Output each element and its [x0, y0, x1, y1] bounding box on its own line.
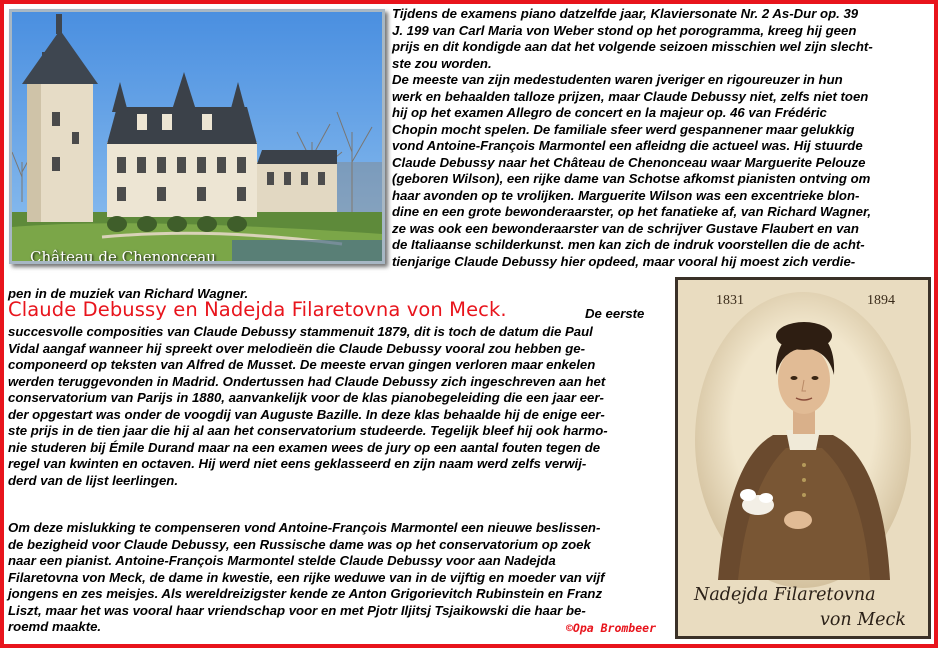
text-line: ste zou worden.	[392, 55, 492, 71]
chateau-photo	[9, 9, 385, 264]
text-line: werk en behaalden talloze prijzen, maar Claude Debussy niet, zelfs niet toen	[392, 88, 869, 104]
text-line: dine en een grote bewonderaarster, op het fanatieke af, van Richard Wagner,	[392, 204, 872, 219]
portrait-year-born: 1831	[716, 293, 744, 308]
text-line: vond Antoine-François Marmontel een afleidng die actueel was. Hij stuurde	[392, 138, 863, 153]
portrait-name-line1: Nadejda Filaretovna	[694, 585, 876, 605]
text-line: Liszt, maar het was vooral haar vriendschap voor en met Pjotr Iljitsj Tsjaikowski die haar be-	[8, 602, 586, 618]
text-line: (geboren Wilson), een rijke dame van Schotse afkomst pianisten ontving om	[392, 171, 871, 186]
text-line: J. 199 van Carl Maria von Weber stond op het porogramma, kreeg hij geen	[392, 22, 857, 38]
text-line: de Italiaanse schilderkunst. men kan zich de indruk voorstellen die de acht-	[392, 237, 865, 252]
text-line: ste prijs in de tien jaar die hij al aan het conservatorium studeerde. Tegelijk bleef hij ook harmo-	[8, 423, 608, 438]
paragraph-1	[392, 6, 873, 270]
text-line: nie studeren bij Émile Durand maar na een examen wees de jury op een aantal fouten tegen de	[8, 439, 601, 455]
text-line: Tijdens de examens piano datzelfde jaar, Klaviersonate Nr. 2 As-Dur op. 39	[392, 6, 859, 21]
text-line: haar avonden op te vrolijken. Marguerite Wilson was een excentrieke blon-	[392, 187, 860, 203]
text-line: ze was ook een bewonderaarster van de schrijver Gustave Flaubert en van	[392, 220, 859, 236]
text-line: conservatorium van Parijs in 1880, aanvankelijk voor de klas pianobegeleiding die een jaar eer-	[8, 390, 604, 405]
portrait-name-line2: von Meck	[820, 610, 906, 630]
text-line: De meeste van zijn medestudenten waren jveriger en rigoureuzer in hun	[392, 72, 843, 87]
text-line: werden teruggevonden in Madrid. Ondertussen had Claude Debussy zich ingeschreven aan het	[8, 373, 606, 389]
text-line: componeerd op teksten van Alfred de Musset. De meeste ervan gingen verloren maar enkelen	[8, 357, 596, 372]
text-line: Vidal aangaf wanneer hij spreekt over melodieën die Claude Debussy vooral zou hebben ge-	[8, 340, 585, 356]
paragraph-1-tail: pen in de muziek van Richard Wagner.	[8, 286, 249, 301]
paragraph-2	[8, 305, 608, 489]
text-line: derd van de lijst leerlingen.	[8, 472, 179, 488]
section-title: Claude Debussy en Nadejda Filaretovna von Meck.	[8, 298, 507, 321]
portrait-year-died: 1894	[867, 293, 895, 308]
text-line: succesvolle composities van Claude Debussy stammenuit 1879, dit is toch de datum die Paul	[8, 324, 593, 339]
copyright-notice: ©Opa Brombeer	[566, 621, 657, 635]
text-line: Filaretovna von Meck, de dame in kwestie, een rijke weduwe van in de vijftig en moeder van vijf	[8, 569, 605, 585]
text-line: tienjarige Claude Debussy hier opdeed, maar vooral hij moest zich verdie-	[392, 253, 856, 269]
chateau-caption: Château de Chenonceau	[30, 248, 216, 264]
text-line: prijs en dit kondigde aan dat het volgende seizoen misschien wel zijn slecht-	[392, 39, 873, 54]
text-line: Chopin mocht spelen. De familiale sfeer werd gespannener maar gelukkig	[392, 121, 855, 137]
text-line: hij op het examen Allegro de concert en la majeur op. 46 van Frédéric	[392, 105, 827, 120]
text-line: jongens en zes meisjes. Als wereldreizigster kende ze Anton Grigorievitch Rubinstein en Franz	[8, 586, 603, 601]
text-line: regel van kwinten en octaven. Hij werd niet eens geklasseerd en zijn naam werd zelfs verwij-	[8, 456, 587, 471]
paragraph-2-lead: De eerste	[585, 306, 645, 321]
text-line: roemd maakte.	[8, 619, 102, 634]
text-line: Om deze mislukking te compenseren vond Antoine-François Marmontel een nieuwe beslissen-	[8, 520, 601, 535]
text-line: de bezigheid voor Claude Debussy, een Russische dame was op het conservatorium op zoek	[8, 536, 591, 552]
text-line: Claude Debussy naar het Château de Chenonceau waar Marguerite Pelouze	[392, 154, 866, 170]
text-line: naar een pianist. Antoine-François Marmontel stelde Claude Debussy voor aan Nadejda	[8, 553, 556, 568]
paragraph-3	[8, 520, 605, 636]
portrait-von-meck	[675, 277, 931, 639]
text-line: der opgestart was onder de voogdij van Auguste Bazille. In deze klas behaalde hij de enige eer-	[8, 406, 605, 422]
